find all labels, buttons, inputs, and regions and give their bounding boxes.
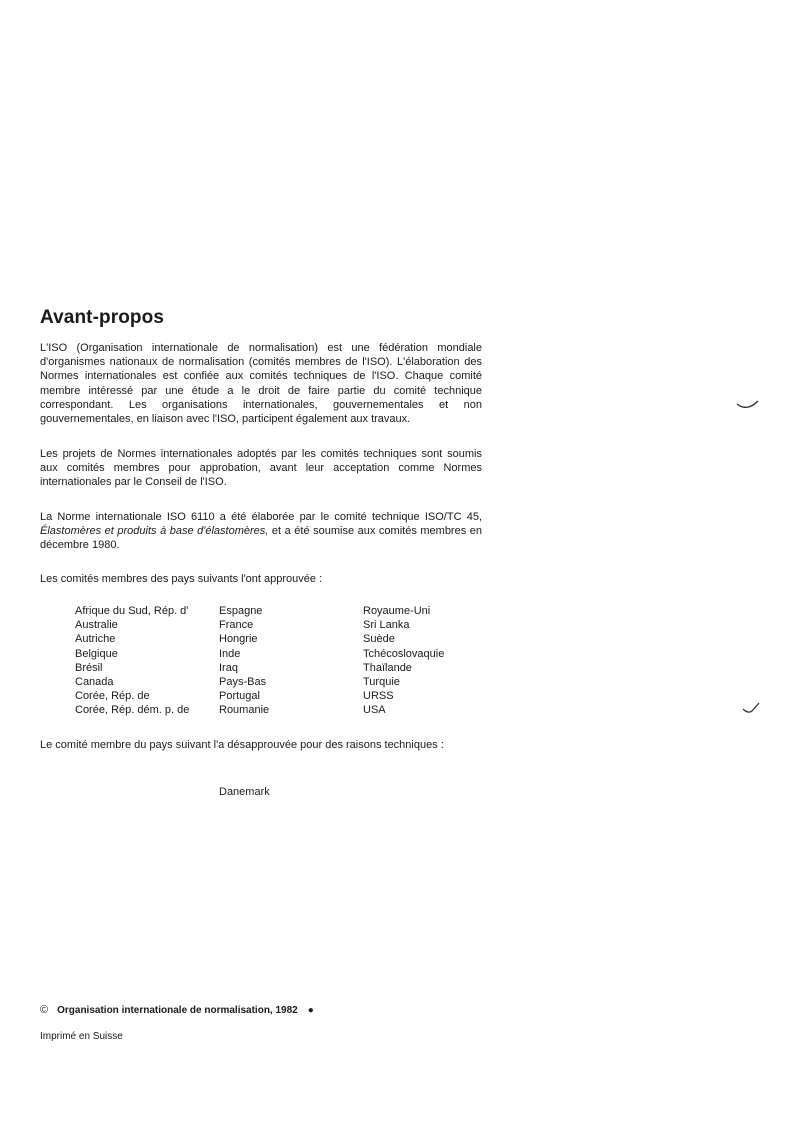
approving-countries-list — [75, 604, 507, 718]
country-item: Belgique — [75, 647, 118, 660]
country-item: USA — [363, 704, 386, 717]
country-item: Autriche — [75, 633, 116, 646]
country-item: Hongrie — [219, 633, 258, 646]
country-item: Brésil — [75, 661, 103, 674]
country-item: Sri Lanka — [363, 619, 410, 632]
country-item: France — [219, 619, 254, 632]
paragraph-approvers: Les comités membres des pays suivants l'ont approuvée : — [40, 573, 323, 585]
country-item: Espagne — [219, 605, 263, 617]
country-column-2 — [219, 604, 363, 718]
copyright-line — [40, 1004, 314, 1016]
printed-location: Imprimé en Suisse — [40, 1031, 123, 1042]
country-item: Roumanie — [219, 704, 270, 717]
copyright-text: Organisation internationale de normalisation, 1982 — [57, 1004, 298, 1016]
country-item: Pays-Bas — [219, 676, 267, 689]
country-item: Iraq — [219, 661, 238, 674]
bullet-icon: ● — [307, 1004, 314, 1016]
paragraph-draft-standards: Les projets de Normes internationales adoptés par les comités techniques sont soumis aux comités membres pour approbation, avant leur acceptation comme Normes internationales par le Conseil de l'ISO. — [40, 448, 482, 489]
country-item: Corée, Rép. de — [75, 690, 150, 703]
paragraph-iso-6110 — [40, 510, 482, 553]
paragraph-iso-6110-end: et a été soumise aux comités membres en décembre 1980. — [40, 525, 482, 552]
page-title: Avant-propos — [40, 307, 164, 328]
country-item: Suède — [363, 633, 395, 646]
country-item: URSS — [363, 690, 394, 703]
paragraph-disapproval: Le comité membre du pays suivant l'a désapprouvée pour des raisons techniques : — [40, 739, 444, 751]
margin-check-icon — [740, 700, 762, 716]
margin-mark-icon — [735, 398, 761, 412]
country-item: Australie — [75, 619, 118, 632]
country-item: Royaume-Uni — [363, 605, 431, 617]
country-item: Inde — [219, 647, 241, 660]
dissenting-country: Danemark — [219, 786, 270, 798]
country-item: Canada — [75, 676, 114, 689]
country-item: Corée, Rép. dém. p. de — [75, 704, 190, 717]
country-column-1 — [75, 604, 219, 718]
country-item: Thaïlande — [363, 661, 412, 674]
country-item: Portugal — [219, 690, 260, 703]
paragraph-iso-6110-start: La Norme internationale ISO 6110 a été élaborée par le comité technique ISO/TC 45, — [40, 511, 482, 523]
paragraph-iso-intro: L'ISO (Organisation internationale de normalisation) est une fédération mondiale d'organismes nationaux de normalisation (comités membres de l'ISO). L'élaboration des Normes internationales est confiée aux comités techniques de l'ISO. Chaque comité membre intéressé par une étude a le droit de faire partie du comité technique correspondant. Les organisations internationales, gouvernementales et non gouvernementales, en liaison avec l'ISO, participent également aux travaux. — [40, 342, 482, 426]
country-column-3 — [363, 604, 507, 718]
copyright-icon: © — [40, 1004, 49, 1016]
committee-title: Élastomères et produits à base d'élastomères, — [40, 525, 269, 538]
country-item: Turquie — [363, 676, 400, 689]
country-item: Afrique du Sud, Rép. d' — [75, 605, 189, 617]
country-item: Tchécoslovaquie — [363, 647, 445, 660]
